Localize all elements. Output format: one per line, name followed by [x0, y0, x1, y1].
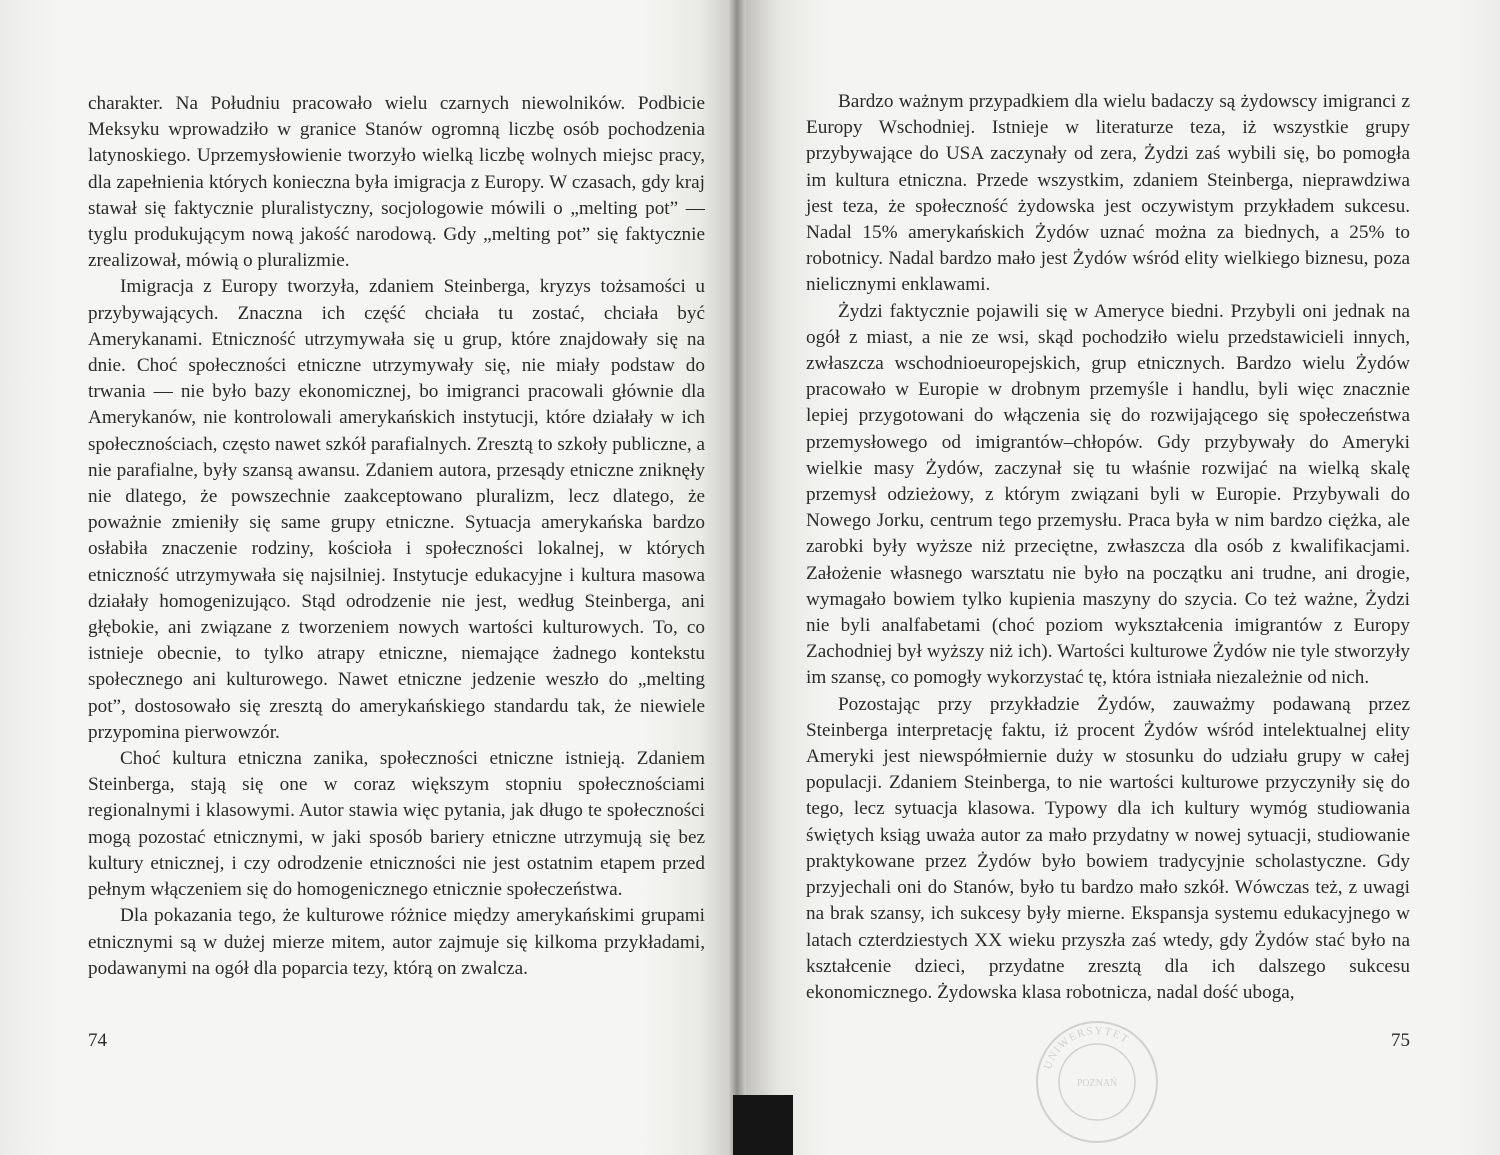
paragraph: charakter. Na Południu pracowało wielu czarnych niewolników. Podbicie Meksyku wprowadziło w granice Stanów ogromną liczbę osób pochodzenia latynoskiego. Uprzemysłowienie tworzyło wielką liczbę wolnych miejsc pracy, dla zapełnienia których konieczna była imigracja z Europy. W czasach, gdy kraj stawał się faktycznie pluralistyczny, socjologowie mówili o „melting pot” — tyglu produkującym nową jakość narodową. Gdy „melting pot” się faktycznie zrealizował, mówią o pluralizmie. [88, 93, 705, 272]
svg-text:UNIWERSYTET: UNIWERSYTET [1041, 1024, 1132, 1072]
left-page [0, 0, 736, 1155]
page-number-right: 75 [1391, 1030, 1410, 1051]
paragraph: Żydzi faktycznie pojawili się w Ameryce biedni. Przybyli oni jednak na ogół z miast, a nie ze wsi, skąd pochodziło wielu przedstawicieli innych, zwłaszcza wschodnioeuropejskich, grup etnicznych. Bardzo wielu Żydów pracowało w Europie w drobnym przemyśle i handlu, byli więc znacznie lepiej przygotowani do włączenia się do rozwijającego się społeczeństwa przemysłowego od imigrantów–chłopów. Gdy przybywały do Ameryki wielkie masy Żydów, zaczynał się tu właśnie rozwijać na wielką skalę przemysł odzieżowy, z którym związani byli w Europie. Przybywali do Nowego Jorku, centrum tego przemysłu. Praca była w nim bardzo ciężka, ale zarobki były wyższe niż przeciętne, zwłaszcza dla osób z kwalifikacjami. Założenie własnego warsztatu nie było na początku ani trudne, ani drogie, wymagało bowiem tylko kupienia maszyny do szycia. Co też ważne, Żydzi nie byli analfabetami (choć poziom wykształcenia imigrantów z Europy Zachodniej był wyższy niż ich). Wartości kulturowe Żydów nie tyle stworzyły im szansę, co pomogły wykorzystać tę, która istniała niezależnie od nich. [806, 300, 1410, 689]
book-spine [733, 1095, 793, 1155]
book-gutter [728, 0, 746, 1155]
page-number-left: 74 [88, 1030, 107, 1051]
right-page [738, 0, 1500, 1155]
library-stamp [1033, 1018, 1161, 1146]
paragraph: Dla pokazania tego, że kulturowe różnice między amerykańskimi grupami etnicznymi są w dużej mierze mitem, autor zajmuje się kilkoma przykładami, podawanymi na ogół dla poparcia tezy, którą on zwalcza. [88, 905, 705, 979]
paragraph: Bardzo ważnym przypadkiem dla wielu badaczy są żydowscy imigranci z Europy Wschodniej. Istnieje w literaturze teza, iż wszystkie grupy przybywające do USA zaczynały od zera, Żydzi zaś wybili się, bo pomogła im kultura etniczna. Przede wszystkim, zdaniem Steinberga, nieprawdziwa jest teza, że społeczność żydowska jest oczywistym przykładem sukcesu. Nadal 15% amerykańskich Żydów uznać można za biednych, a 25% to robotnicy. Nadal bardzo mało jest Żydów wśród elity wielkiego biznesu, poza nielicznymi enklawami. [806, 91, 1410, 296]
left-page-text [88, 91, 705, 982]
paragraph: Choć kultura etniczna zanika, społeczności etniczne istnieją. Zdaniem Steinberga, stają się one w coraz większym stopniu społecznościami regionalnymi i klasowymi. Autor stawia więc pytania, jak długo te społeczności mogą pozostać etnicznymi, w jaki sposób bariery etniczne utrzymują się bez kultury etnicznej, i czy odrodzenie etniczności nie jest ostatnim etapem przed pełnym włączeniem się do homogenicznego etnicznie społeczeństwa. [88, 748, 705, 901]
right-page-text [806, 89, 1410, 1006]
svg-text:POZNAŃ: POZNAŃ [1076, 1078, 1118, 1089]
paragraph: Imigracja z Europy tworzyła, zdaniem Steinberga, kryzys tożsamości u przybywających. Znaczna ich część chciała tu zostać, chciała być Amerykanami. Etniczność utrzymywała się u grup, które znajdowały się na dnie. Choć społeczności etniczne utrzymywały się, nie miały podstaw do trwania — nie było bazy ekonomicznej, bo imigranci pracowali głównie dla Amerykanów, nie kontrolowali amerykańskich instytucji, które działały w ich społecznościach, często nawet szkół parafialnych. Zresztą to szkoły publiczne, a nie parafialne, były szansą awansu. Zdaniem autora, przesądy etniczne zniknęły nie dlatego, że powszechnie zaakceptowano pluralizm, lecz dlatego, że poważnie zmieniły się same grupy etniczne. Sytuacja amerykańska bardzo osłabiła znaczenie rodziny, kościoła i społeczności lokalnej, w których etniczność utrzymywała się najsilniej. Instytucje edukacyjne i kultura masowa działały homogenizująco. Stąd odrodzenie nie jest, według Steinberga, ani głębokie, ani związane z tworzeniem nowych wartości kulturowych. To, co istnieje obecnie, to tylko atrapy etniczne, niemające żadnego kontekstu społecznego ani kulturowego. Nawet etniczne jedzenie weszło do „melting pot”, dostosowało się zresztą do amerykańskiego standardu tak, że niewiele przypomina pierwowzór. [88, 276, 705, 743]
paragraph: Pozostając przy przykładzie Żydów, zauważmy podawaną przez Steinberga interpretację faktu, iż procent Żydów wśród intelektualnej elity Ameryki jest niewspółmiernie duży w stosunku do udziału grupy w całej populacji. Zdaniem Steinberga, to nie wartości kulturowe przyczyniły się do tego, lecz sytuacja klasowa. Typowy dla ich kultury wymóg studiowania świętych ksiąg uważa autor za mało przydatny w nowej sytuacji, studiowanie praktykowane przez Żydów było bowiem tradycyjnie scholastyczne. Gdy przyjechali oni do Stanów, było tu bardzo mało szkół. Wówczas też, z uwagi na brak szansy, ich sukcesy były mierne. Ekspansja systemu edukacyjnego w latach czterdziestych XX wieku przyszła zaś wtedy, gdy Żydów stać było na kształcenie dzieci, przydatne zresztą dla ich dalszego sukcesu ekonomicznego. Żydowska klasa robotnicza, nadal dość uboga, [806, 693, 1410, 1003]
